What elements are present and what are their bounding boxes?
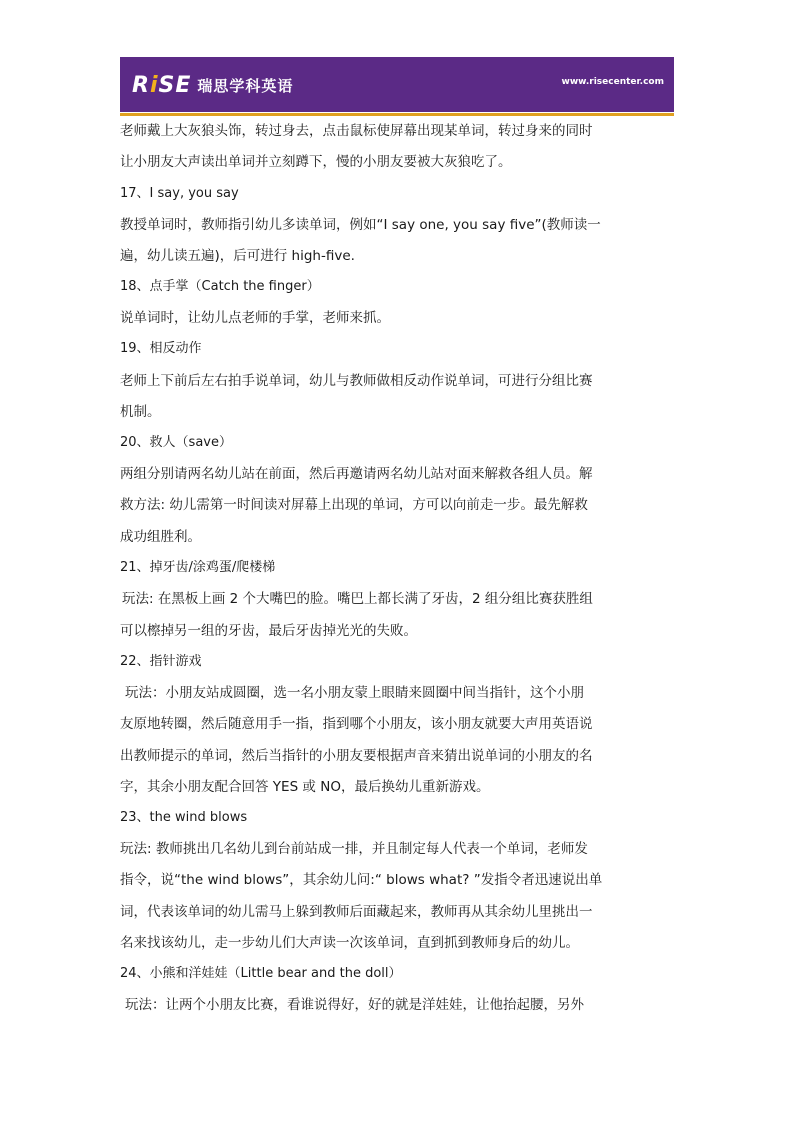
body-line: 玩法：小朋友站成圆圈，选一名小朋友蒙上眼睛来圆圈中间当指针，这个小朋 (125, 685, 584, 701)
body-line: 老师戴上大灰狼头饰，转过身去，点击鼠标使屏幕出现某单词，转过身来的同时 (120, 123, 593, 139)
body-line: 两组分别请两名幼儿站在前面，然后再邀请两名幼儿站对面来解救各组人员。解 (120, 466, 593, 482)
section-heading: 19、相反动作 (120, 341, 202, 356)
body-line: 老师上下前后左右拍手说单词，幼儿与教师做相反动作说单词，可进行分组比赛 (120, 373, 593, 389)
section-heading: 17、I say, you say (120, 186, 239, 201)
body-line: 可以檫掉另一组的牙齿，最后牙齿掉光光的失败。 (120, 623, 417, 639)
body-line: 说单词时，让幼儿点老师的手掌，老师来抓。 (120, 310, 390, 326)
section-heading: 22、指针游戏 (120, 654, 202, 669)
body-line: 教授单词时，教师指引幼儿多读单词，例如“I say one, you say five”(教师读一 (120, 217, 601, 233)
site-url: www.risecenter.com (561, 77, 664, 87)
section-heading: 20、救人（save） (120, 435, 232, 450)
body-line: 机制。 (120, 404, 161, 420)
body-line: 玩法：让两个小朋友比赛，看谁说得好，好的就是洋娃娃，让他抬起腰，另外 (125, 997, 584, 1013)
section-heading: 23、the wind blows (120, 810, 248, 825)
brand-logo (132, 69, 293, 101)
body-line: 友原地转圈，然后随意用手一指，指到哪个小朋友，该小朋友就要大声用英语说 (120, 716, 593, 732)
body-line: 出教师提示的单词，然后当指针的小朋友要根据声音来猜出说单词的小朋友的名 (120, 748, 593, 764)
body-line: 救方法: 幼儿需第一时间读对屏幕上出现的单词，方可以向前走一步。最先解救 (120, 497, 588, 513)
body-line: 玩法: 教师挑出几名幼儿到台前站成一排，并且制定每人代表一个单词，老师发 (120, 841, 588, 857)
body-line: 字，其余小朋友配合回答 YES 或 NO，最后换幼儿重新游戏。 (120, 779, 490, 795)
header-divider (120, 113, 674, 116)
logo-rise-mark: RiSE (132, 72, 192, 98)
logo-chinese-name: 瑞思学科英语 (197, 76, 294, 95)
body-line: 成功组胜利。 (120, 529, 201, 545)
body-line: 遍，幼儿读五遍)，后可进行 high-five. (120, 248, 355, 264)
body-line: 指令，说“the wind blows”，其余幼儿问:“ blows what? ”发指令者迅速说出单 (120, 872, 603, 888)
body-line: 让小朋友大声读出单词并立刻蹲下，慢的小朋友要被大灰狼吃了。 (120, 154, 512, 170)
section-heading: 24、小熊和洋娃娃（Little bear and the doll） (120, 966, 402, 981)
body-line: 词，代表该单词的幼儿需马上躲到教师后面藏起来，教师再从其余幼儿里挑出一 (120, 904, 593, 920)
section-heading: 21、掉牙齿/涂鸡蛋/爬楼梯 (120, 560, 276, 575)
body-line: 玩法: 在黑板上画 2 个大嘴巴的脸。嘴巴上都长满了牙齿，2 组分组比赛获胜组 (122, 591, 593, 607)
header-banner (120, 57, 674, 112)
section-heading: 18、点手掌（Catch the finger） (120, 279, 320, 294)
body-line: 名来找该幼儿，走一步幼儿们大声读一次该单词，直到抓到教师身后的幼儿。 (120, 935, 579, 951)
